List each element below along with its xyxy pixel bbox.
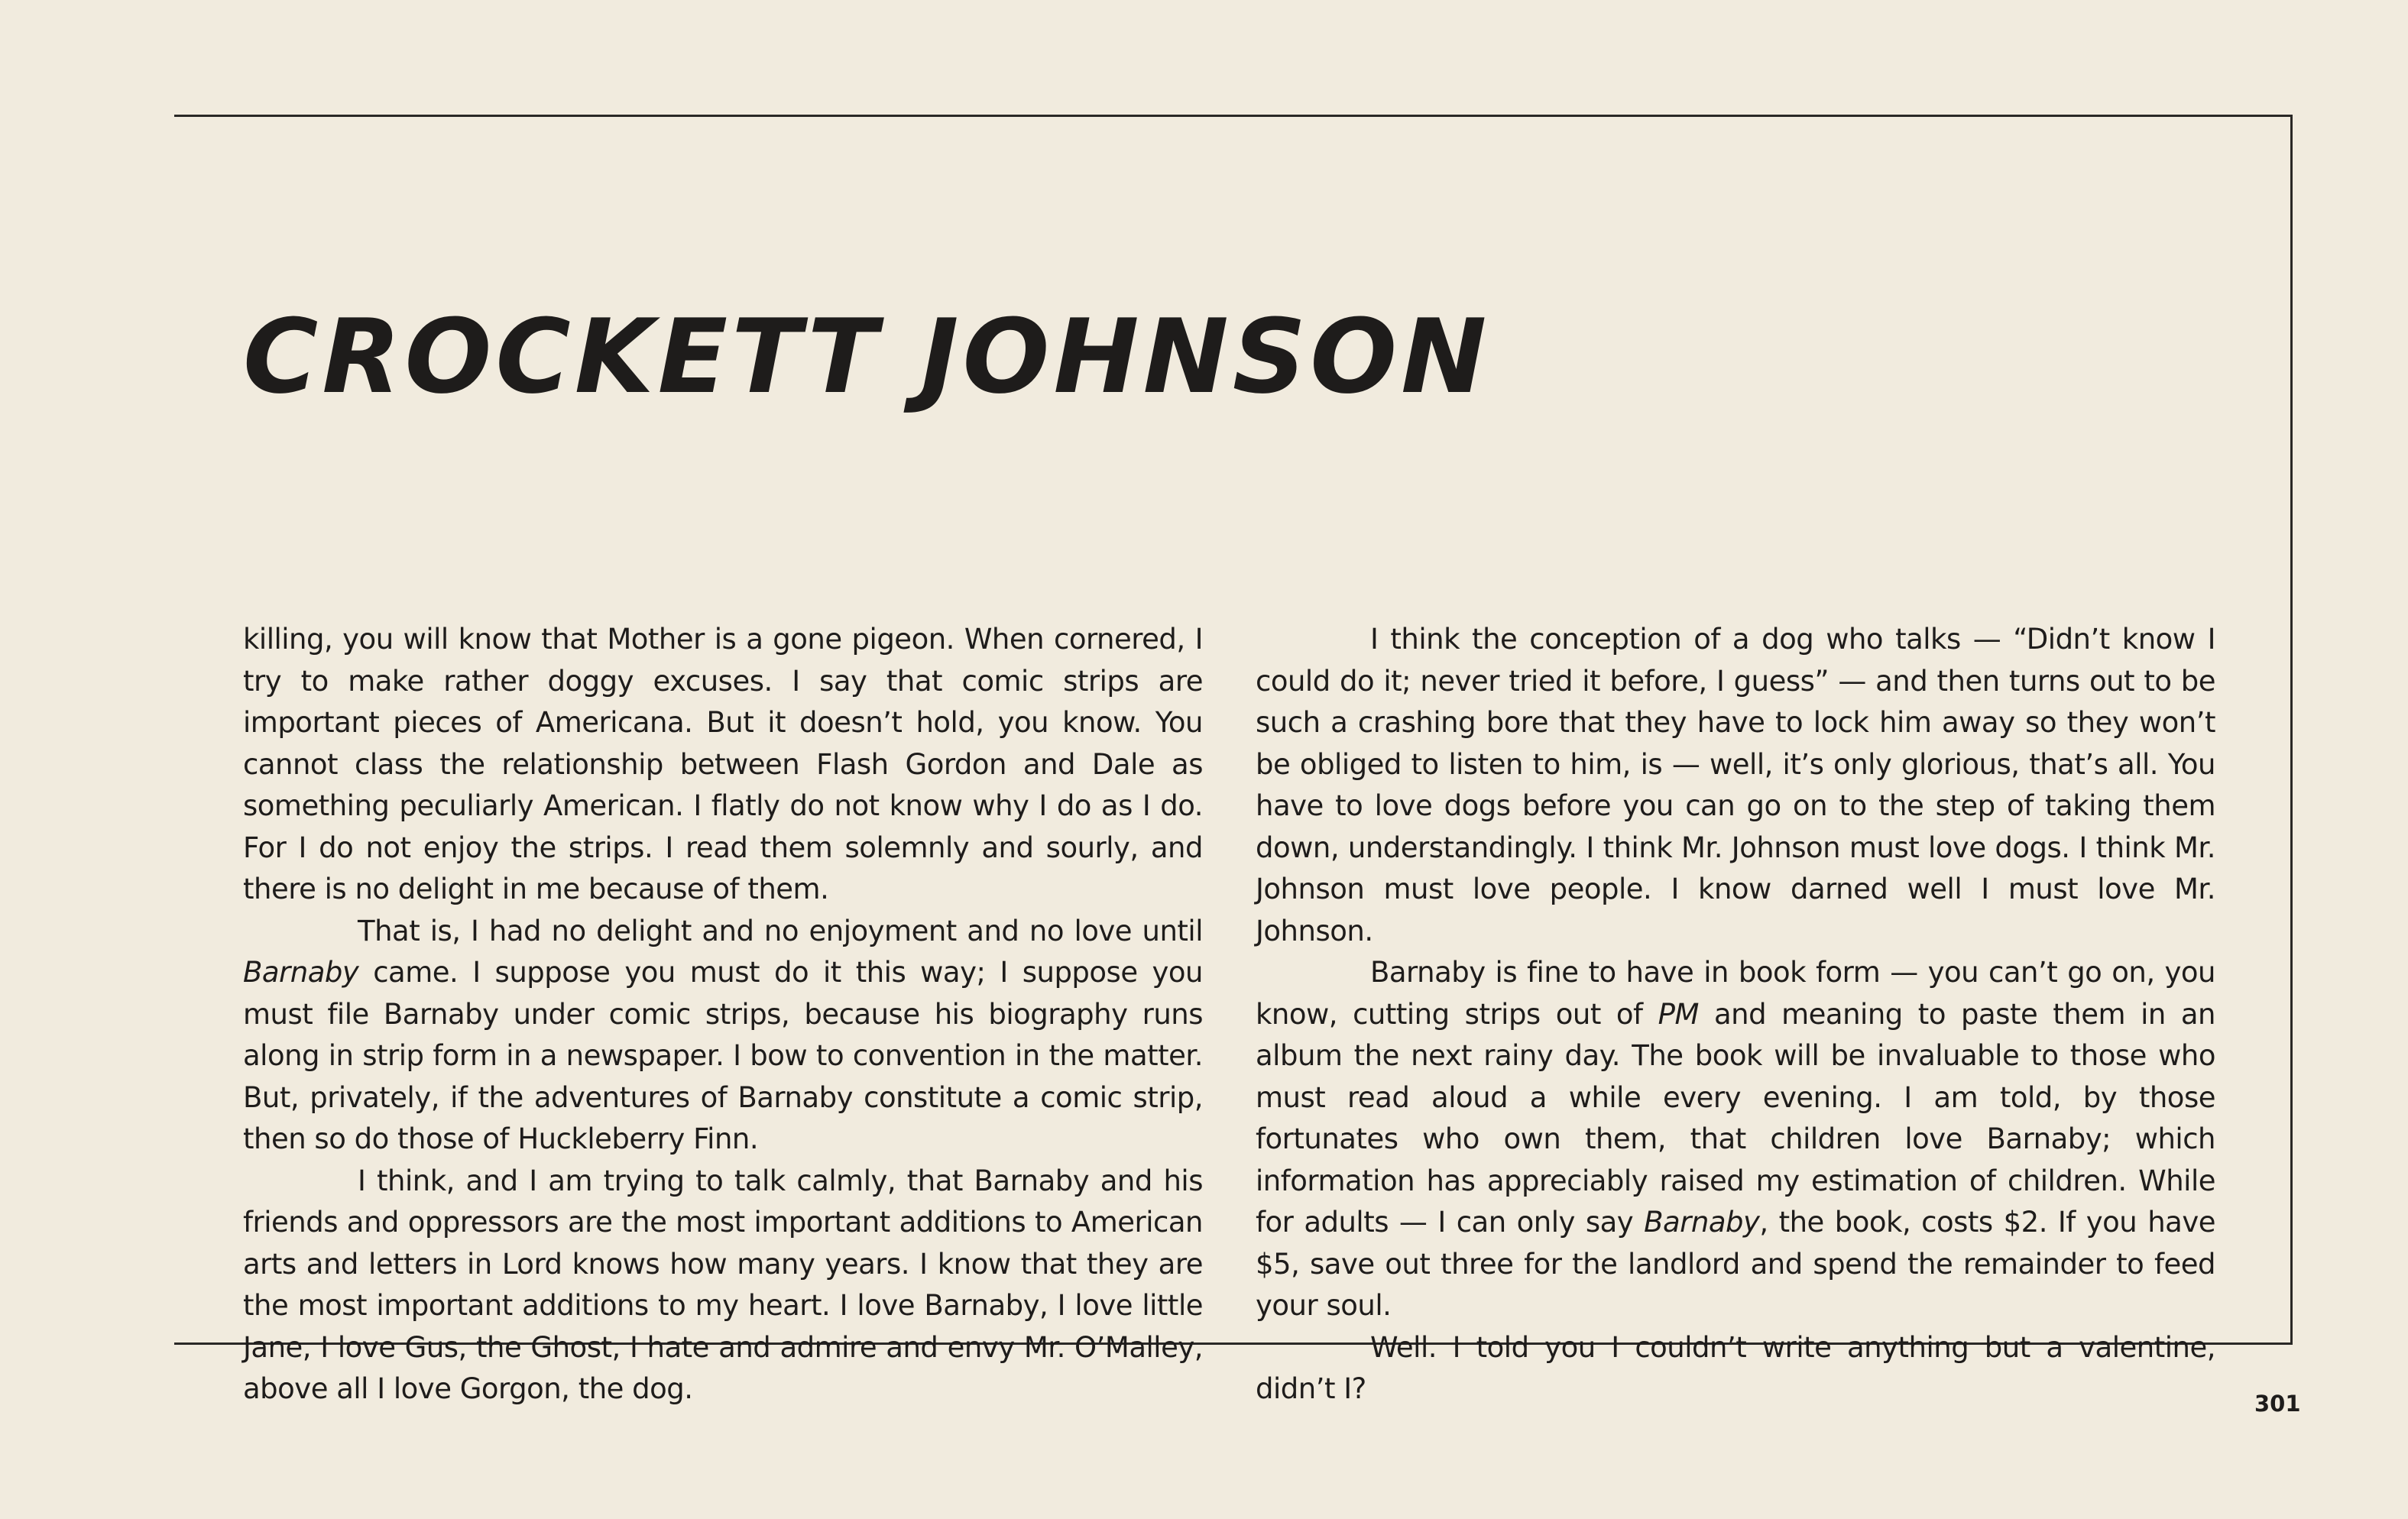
left-paragraph-2	[243, 911, 1203, 1161]
right-paragraph-2-text-b: and meaning to paste them in an album the next rainy day. The book will be invaluable to those who must read aloud a while every evening. I am told, by those fortunates who own them, that children love Barnaby; which information has appreciably raised my estimation of children. While for adults — I can only say	[1256, 997, 2215, 1239]
page-title: CROCKETT JOHNSON	[243, 297, 1491, 416]
right-paragraph-2-text-c: , the book, costs $2. If you have $5, save out three for the landlord and spend the remainder to feed your soul.	[1256, 1206, 2215, 1322]
right-paragraph-3: Well. I told you I couldn’t write anything but a valentine, didn’t I?	[1256, 1330, 2215, 1405]
page-number: 301	[2254, 1391, 2301, 1417]
right-paragraph-1: I think the conception of a dog who talks — “Didn’t know I could do it; never tried it before, I guess” — and then turns out to be such a crashing bore that they have to lock him away so they won’t be obliged to listen to him, is — well, it’s only glorious, that’s all. You have to love dogs before you can go on to the step of taking them down, understandingly. I think Mr. Johnson must love dogs. I think Mr. Johnson must love people. I know darned well I must love Mr. Johnson.	[1256, 623, 2215, 947]
left-paragraph-2-italic-barnaby: Barnaby	[243, 956, 359, 989]
left-paragraph-2-text-a: That is, I had no delight and no enjoyment and no love until	[358, 914, 1203, 947]
right-paragraph-2	[1256, 952, 2215, 1327]
left-paragraph-2-text-b: came. I suppose you must do it this way; I suppose you must file Barnaby under comic strips, because his biography runs along in strip form in a newspaper. I bow to convention in the matter. But, privately, if the adventures of Barnaby constitute a comic strip, then so do those of Huckleberry Finn.	[243, 956, 1203, 1155]
left-paragraph-3: I think, and I am trying to talk calmly, that Barnaby and his friends and oppressors are the most important additions to American arts and letters in Lord knows how many years. I know that they are the most important additions to my heart. I love Barnaby, I love little Jane, I love Gus, the Ghost, I hate and admire and envy Mr. O’Malley, above all I love Gorgon, the dog.	[243, 1164, 1203, 1405]
text-column-left	[243, 619, 1203, 1410]
right-paragraph-2-italic-barnaby: Barnaby	[1644, 1206, 1760, 1239]
right-paragraph-2-italic-pm: PM	[1658, 997, 1699, 1031]
text-column-right	[1256, 619, 2215, 1410]
left-paragraph-1: killing, you will know that Mother is a gone pigeon. When cornered, I try to make rather doggy excuses. I say that comic strips are important pieces of Americana. But it doesn’t hold, you know. You cannot class the relationship between Flash Gordon and Dale as something peculiarly American. I flatly do not know why I do as I do. For I do not enjoy the strips. I read them solemnly and sourly, and there is no delight in me because of them.	[243, 623, 1203, 905]
right-paragraph-2-text-a: Barnaby is fine to have in book form — you can’t go on, you know, cutting strips out of	[1256, 956, 2215, 1031]
